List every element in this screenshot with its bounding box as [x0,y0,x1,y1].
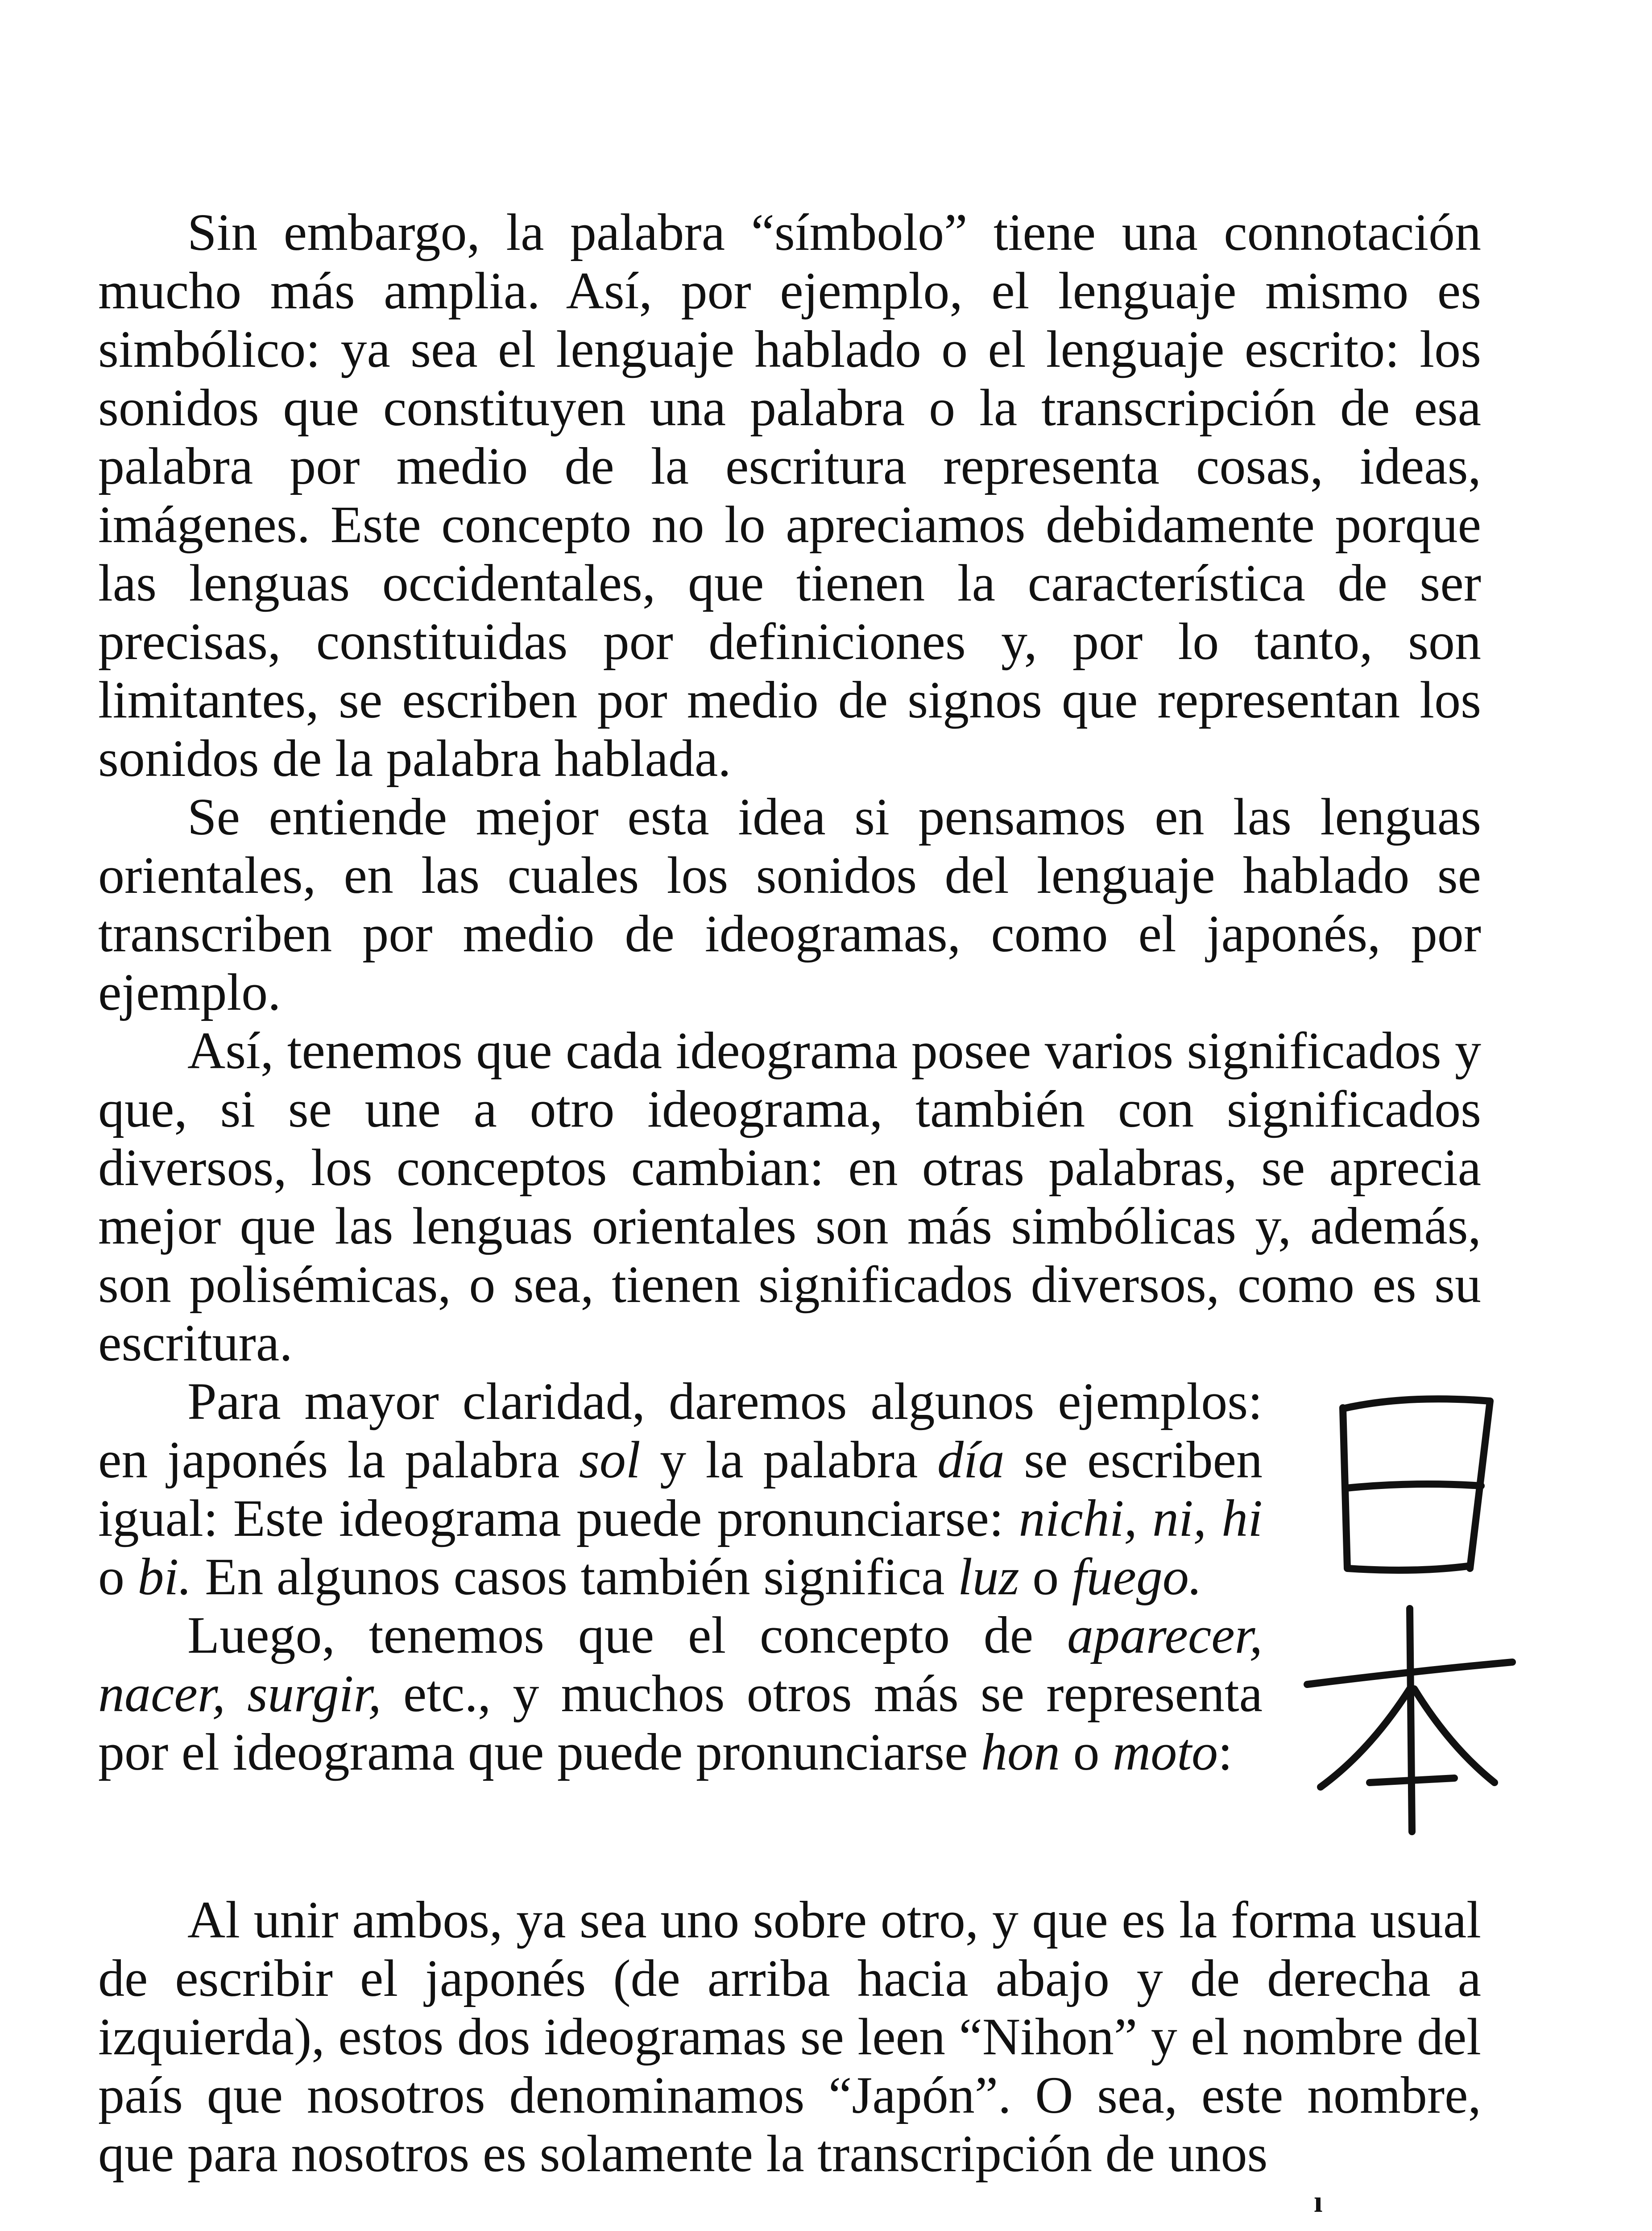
ideogram-hon-icon [1307,1609,1512,1832]
paragraph-5: Luego, tenemos que el concepto de aparecer, nacer, surgir, etc., y muchos otros más se representa por el ideograma que puede pronunciarse hon o moto: [98,1606,1263,1781]
ideogram-section [98,1372,1481,1867]
paragraph-1: Sin embargo, la palabra “símbolo” tiene una connotación mucho más amplia. Así, por ejemplo, el lenguaje mismo es simbólico: ya sea el lenguaje hablado o el lenguaje escrito: los sonidos que constituyen una palabra o la transcripción de esa palabra por medio de la escritura representa cosas, ideas, imágenes. Este concepto no lo apreciamos debidamente porque las lenguas occidentales, que tienen la característica de ser precisas, constituidas por definiciones y, por lo tanto, son limitantes, se escriben por medio de signos que representan los sonidos de la palabra hablada. [98,203,1481,788]
stray-mark: ı [1314,2185,1323,2219]
page-body [98,203,1481,2183]
paragraph-3: Así, tenemos que cada ideograma posee varios significados y que, si se une a otro ideograma, también con significados diversos, los conceptos cambian: en otras palabras, se aprecia mejor que las lenguas orientales son más simbólicas y, además, son polisémicas, o sea, tienen significados diversos, como es su escritura. [98,1021,1481,1372]
paragraph-4: Para mayor claridad, daremos algunos ejemplos: en japonés la palabra sol y la palabra día se escriben igual: Este ideograma puede pronunciarse: nichi, ni, hi o bi. En algunos casos también significa luz o fuego. [98,1372,1263,1606]
ideogram-figure [1280,1377,1530,1867]
paragraph-6: Al unir ambos, ya sea uno sobre otro, y que es la forma usual de escribir el japonés (de arriba hacia abajo y de derecha a izquierda), estos dos ideogramas se leen “Nihon” y el nombre del país que nosotros denominamos “Japón”. O sea, este nombre, que para nosotros es solamente la transcripción de unos [98,1891,1481,2183]
paragraph-2: Se entiende mejor esta idea si pensamos en las lenguas orientales, en las cuales los sonidos del lenguaje hablado se transcriben por medio de ideogramas, como el japonés, por ejemplo. [98,788,1481,1021]
nihon-ideograms [1280,1377,1530,1867]
ideogram-nichi-icon [1343,1399,1490,1570]
